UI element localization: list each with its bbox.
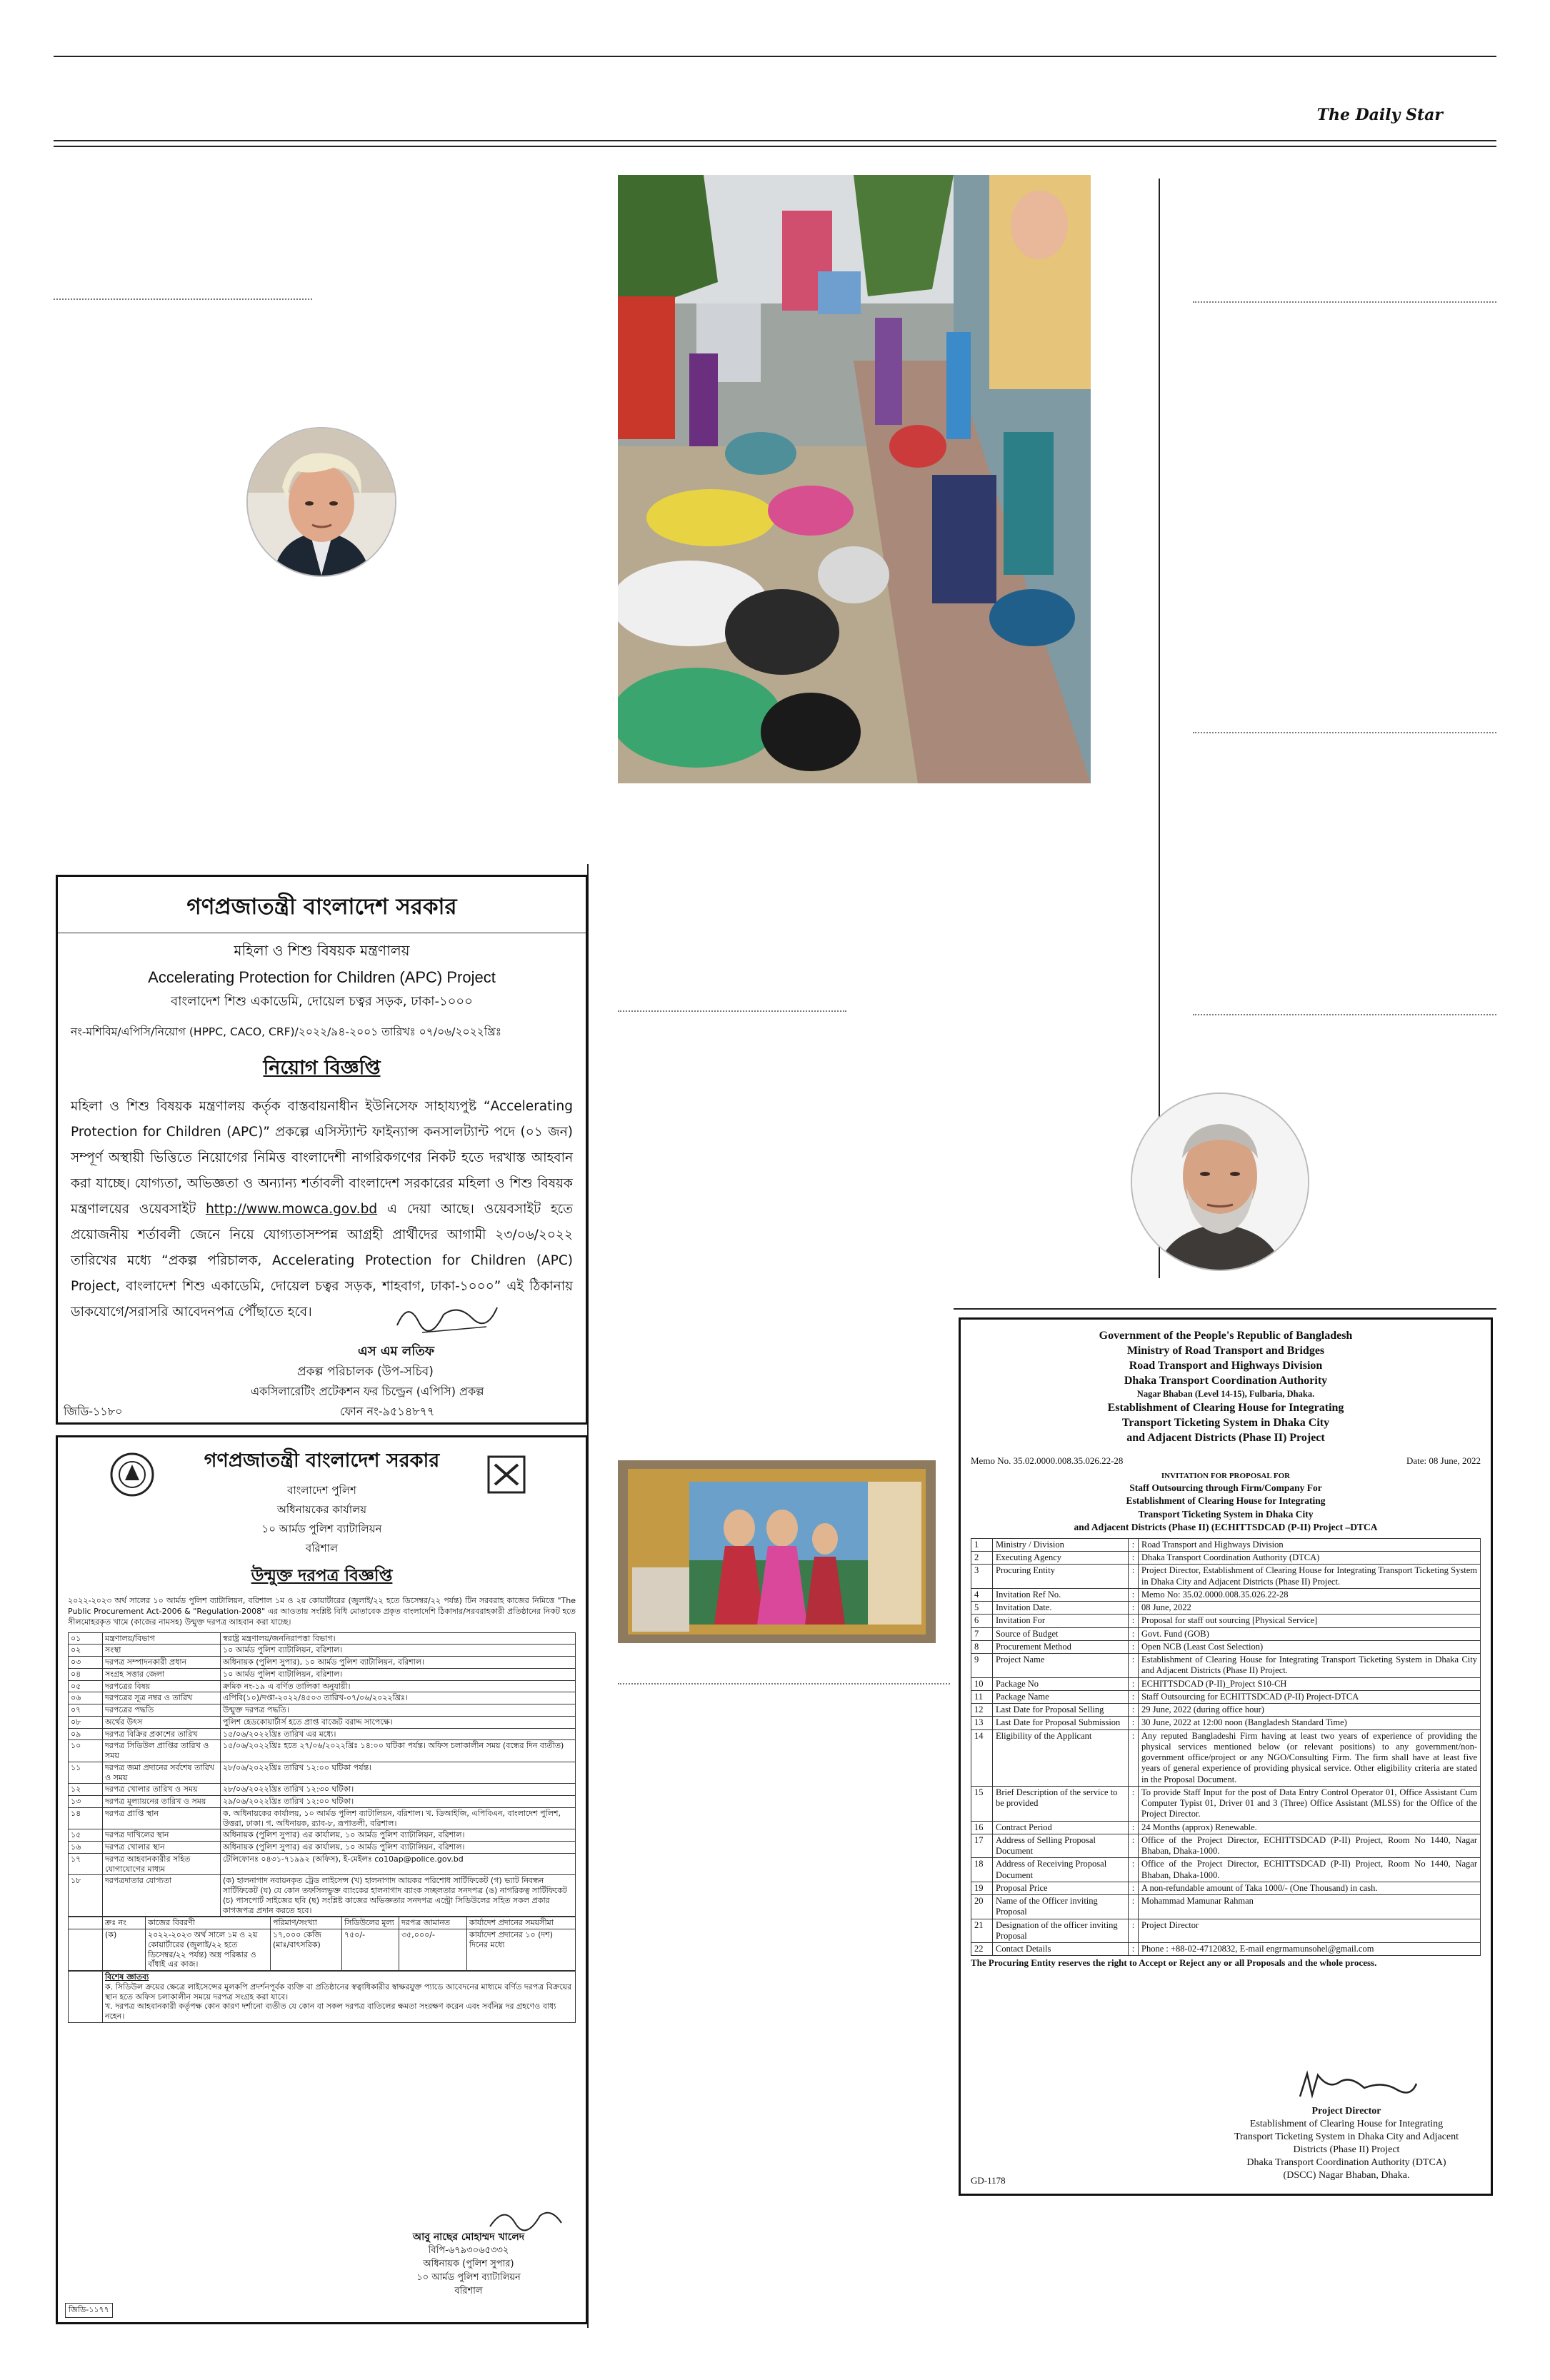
table-cell: ০৪ [69, 1668, 103, 1680]
note-item: ক. সিডিউল ক্রয়ের ক্ষেত্রে লাইসেন্সের মূলকপি প্রদর্শনপূর্বক ব্যক্তি বা প্রতিষ্ঠানের স্বত্বাধিকারীর স্বাক্ষরযুক্ত প্যাডে আবেদনের মাধ্যমে বর্ণিত দরপত্র বিক্রয়ের স্থান হতে অফিস চলাকালীন সময়ে দরপত্র সংগ্রহ করা যাবে। [105, 1982, 572, 2002]
ad-org-line: বরিশাল [305, 1542, 339, 1555]
table-row [971, 1565, 1481, 1589]
masthead: The Daily Star [1316, 106, 1443, 124]
table-cell: ১০ আর্মড পুলিশ ব্যাটালিয়ন, বরিশাল। [221, 1668, 576, 1680]
ad-date: Date: 08 June, 2022 [1406, 1455, 1481, 1467]
ad-project-name: Accelerating Protection for Children (APC) Project [148, 968, 496, 986]
table-cell: 4 [971, 1588, 993, 1601]
table-row [971, 1895, 1481, 1919]
table-cell: 6 [971, 1615, 993, 1627]
table-cell: Road Transport and Highways Division [1139, 1538, 1481, 1551]
dotted-separator [1193, 732, 1496, 733]
tender-items-table [68, 1917, 576, 1971]
table-cell: 08 June, 2022 [1139, 1602, 1481, 1615]
table-row [69, 1807, 576, 1829]
table-cell: Last Date for Proposal Submission [993, 1717, 1129, 1729]
table-cell: : [1129, 1858, 1139, 1882]
table-cell: Project Director, Establishment of Clearing House for Integrating Transport Ticketing System in Dhaka City and Adjacent Districts (Phase II) Project. [1139, 1565, 1481, 1589]
table-row [971, 1588, 1481, 1601]
table-cell: : [1129, 1821, 1139, 1834]
table-header: পরিমাণ/সংখ্যা [271, 1917, 342, 1929]
table-cell: দরপত্র বিক্রির প্রকাশের তারিখ [103, 1728, 221, 1740]
table-cell: 7 [971, 1627, 993, 1640]
table-cell: ১৪ [69, 1807, 103, 1829]
table-cell: দরপত্র সিডিউল প্রাপ্তির তারিখ ও সময় [103, 1740, 221, 1762]
table-cell: স্বরাষ্ট্র মন্ত্রণালয়/জননিরাপত্তা বিভাগ। [221, 1632, 576, 1645]
table-row [69, 1657, 576, 1669]
table-cell: ০৫ [69, 1680, 103, 1692]
table-cell: Govt. Fund (GOB) [1139, 1627, 1481, 1640]
table-header: কাজের বিবরণী [146, 1917, 271, 1929]
table-header: দরপত্র জামানত [399, 1917, 467, 1929]
table-row [69, 1716, 576, 1728]
table-row [971, 1627, 1481, 1640]
table-cell: 21 [971, 1919, 993, 1943]
table-cell: দরপত্র জমা প্রদানের সর্বশেষ তারিখ ও সময় [103, 1762, 221, 1784]
table-cell: 5 [971, 1602, 993, 1615]
table-cell: Invitation Date. [993, 1602, 1129, 1615]
ad-signatory-org: Establishment of Clearing House for Integrating [1249, 2118, 1444, 2129]
table-cell: ১২ [69, 1784, 103, 1796]
table-cell: Office of the Project Director, ECHITTSDCAD (P-II) Project, Room No 1440, Nagar Bhaban, Dhaka-1000. [1139, 1858, 1481, 1882]
table-row [971, 1677, 1481, 1690]
table-row [69, 1645, 576, 1657]
table-cell: ১১ [69, 1762, 103, 1784]
ad-intro: ২০২২-২০২৩ অর্থ সালের ১০ আর্মড পুলিশ ব্যাটালিয়ন, বরিশাল ১ম ও ২য় কোয়ার্টারের (জুলাই/২২ হতে ডিসেম্বর/২২ পর্যন্ত) টিন সরবরাহ কাজের নিমিত্তে "The Public Procurement Act-2006 & "Regulation-2008" এর আওতায় সংশ্লিষ্ট বিধি মোতাবেক প্রকৃত বাংলাদেশি ঠিকাদার/সরবরাহকারী প্রতিষ্ঠানের নিকট হতে সীলমোহরকৃত খামে (কাজের নামসহ) উন্মুক্ত দরপত্র আহবান করা যাচ্ছে। [68, 1596, 576, 1627]
table-row [69, 1842, 576, 1854]
table-row [971, 1821, 1481, 1834]
note-item: খ. দরপত্র আহবানকারী কর্তৃপক্ষ কোন কারণ দর্শানো ব্যতীত যে কোন বা সকল দরপত্র বাতিলের ক্ষমতা সংরক্ষণ করেন এবং সর্বনিম্ন দর গ্রহণেও বাধ্য নহেন। [105, 2002, 556, 2022]
table-cell [69, 1972, 103, 2023]
table-row [971, 1690, 1481, 1703]
table-cell: : [1129, 1602, 1139, 1615]
table-cell: : [1129, 1552, 1139, 1565]
table-cell: অর্থের উৎস [103, 1716, 221, 1728]
table-cell: ৭৫০/- [342, 1929, 399, 1971]
table-row [69, 1680, 576, 1692]
table-row [971, 1717, 1481, 1729]
table-row [971, 1943, 1481, 1956]
table-cell: : [1129, 1640, 1139, 1653]
table-cell: এপিবি(১০)/দপ্তা-২০২২/৪৫০৩ তারিখ-০৭/০৬/২০২২খ্রিঃ। [221, 1692, 576, 1704]
ad-gd-number: জিডি-১১৮০ [64, 1405, 123, 1418]
table-cell: (ক) [103, 1929, 146, 1971]
ad-memo: নং-মশিবিম/এপিসি/নিয়োগ (HPPC, CACO, CRF)/২০২২/৯৪-২০০১ তারিখঃ ০৭/০৬/২০২২খ্রিঃ [71, 1025, 501, 1038]
table-cell [69, 1929, 103, 1971]
table-row [971, 1858, 1481, 1882]
table-cell: ১০ [69, 1740, 103, 1762]
table-cell: দরপত্র মূল্যায়নের তারিখ ও সময় [103, 1796, 221, 1808]
table-cell: 10 [971, 1677, 993, 1690]
table-cell [103, 1972, 576, 2023]
ad-signatory-name: এস এম লতিফ [358, 1344, 435, 1359]
table-cell: Eligibility of the Applicant [993, 1729, 1129, 1786]
table-cell: ক. অধিনায়কের কার্যালয়, ১০ আর্মড পুলিশ ব্যাটালিয়ন, বরিশাল। খ. ডিআইজি, এপিবিএন, বাংলাদেশ পুলিশ, উত্তরা, ঢাকা। গ. অধিনায়ক, র‍্যাব-৮, রূপাতলী, বরিশাল। [221, 1807, 576, 1829]
table-cell: Package Name [993, 1690, 1129, 1703]
recruitment-notice-ad [56, 875, 588, 1425]
street-photo [618, 175, 1091, 783]
ad-heading-line: Dhaka Transport Coordination Authority [1124, 1375, 1328, 1387]
table-cell: অধিনায়ক (পুলিশ সুপার) এর কার্যালয়, ১০ আর্মড পুলিশ ব্যাটালিয়ন, বরিশাল। [221, 1829, 576, 1842]
table-cell: : [1129, 1882, 1139, 1894]
table-cell: 16 [971, 1821, 993, 1834]
framed-family-photo [618, 1460, 936, 1643]
table-cell: টেলিফোনঃ ০৪৩১-৭১৯৯২ (অফিস), ই-মেইলঃ co10ap@police.gov.bd [221, 1853, 576, 1875]
table-row [971, 1602, 1481, 1615]
table-cell: Office of the Project Director, ECHITTSDCAD (P-II) Project, Room No 1440, Nagar Bhaban, Dhaka-1000. [1139, 1834, 1481, 1858]
ad-org-line: ১০ আর্মড পুলিশ ব্যাটালিয়ন [261, 1522, 382, 1535]
table-cell: দরপত্র সম্পাদনকারী প্রধান [103, 1657, 221, 1669]
table-row [69, 1692, 576, 1704]
table-row [971, 1538, 1481, 1551]
dotted-separator [54, 298, 312, 300]
table-cell: 8 [971, 1640, 993, 1653]
table-cell: সংগ্রহ সত্তার জেলা [103, 1668, 221, 1680]
table-cell: ১৩ [69, 1796, 103, 1808]
ad-title: নিয়োগ বিজ্ঞপ্তি [263, 1057, 381, 1079]
table-row [69, 1728, 576, 1740]
table-cell: Staff Outsourcing for ECHITTSDCAD (P-II) Project-DTCA [1139, 1690, 1481, 1703]
table-cell: ১০ আর্মড পুলিশ ব্যাটালিয়ন, বরিশাল। [221, 1645, 576, 1657]
table-row [971, 1834, 1481, 1858]
ad-heading-line: and Adjacent Districts (Phase II) Project [1126, 1432, 1325, 1445]
table-cell: ECHITTSDCAD (P-II)_Project S10-CH [1139, 1677, 1481, 1690]
top-rule [54, 56, 1496, 57]
table-row [971, 1919, 1481, 1943]
table-cell: Procuring Entity [993, 1565, 1129, 1589]
table-row [971, 1654, 1481, 1678]
ad-heading-line: Government of the People's Republic of Bangladesh [1099, 1330, 1353, 1342]
table-row [69, 1829, 576, 1842]
table-row [971, 1786, 1481, 1821]
table-cell: : [1129, 1729, 1139, 1786]
table-cell: ০১ [69, 1632, 103, 1645]
table-cell: Establishment of Clearing House for Integrating Transport Ticketing System in Dhaka City and Adjacent Districts (Phase II) Project. [1139, 1654, 1481, 1678]
ad-signatory-block [1204, 2105, 1489, 2181]
ad3-top-rule [954, 1308, 1496, 1310]
table-cell: ০৩ [69, 1657, 103, 1669]
ad-org-line: অধিনায়কের কার্যালয় [276, 1503, 367, 1516]
ad-signatory-org: Districts (Phase II) Project [1293, 2144, 1400, 2155]
table-cell: Memo No: 35.02.0000.008.35.026.22-28 [1139, 1588, 1481, 1601]
portrait-photo [1131, 1093, 1309, 1271]
table-cell: দরপত্রের সূত্র নম্বর ও তারিখ [103, 1692, 221, 1704]
table-row [69, 1668, 576, 1680]
table-cell: দরপত্র দাখিলের স্থান [103, 1829, 221, 1842]
table-cell: দরপত্রের পদ্ধতি [103, 1704, 221, 1717]
table-cell: 3 [971, 1565, 993, 1589]
ad-gd-number: GD-1178 [971, 2175, 1006, 2186]
ad-heading-line: Nagar Bhaban (Level 14-15), Fulbaria, Dhaka. [1136, 1389, 1315, 1400]
table-cell: দরপত্র খোলার তারিখ ও সময় [103, 1784, 221, 1796]
invitation-line: Establishment of Clearing House for Integrating [1126, 1495, 1326, 1507]
table-cell: 29 June, 2022 (during office hour) [1139, 1704, 1481, 1717]
table-header: ক্রঃ নং [103, 1917, 146, 1929]
invitation-line: and Adjacent Districts (Phase II) (ECHITTSDCAD (P-II) Project –DTCA [1074, 1521, 1378, 1532]
table-cell: 22 [971, 1943, 993, 1956]
table-cell: 17 [971, 1834, 993, 1858]
ad-gd-number: জিডি-১১৭৭ [65, 2303, 113, 2318]
ad-signatory-org: (DSCC) Nagar Bhaban, Dhaka. [1283, 2169, 1410, 2181]
table-cell: Project Director [1139, 1919, 1481, 1943]
table-cell: Address of Receiving Proposal Document [993, 1858, 1129, 1882]
table-cell: Name of the Officer inviting Proposal [993, 1895, 1129, 1919]
table-row [69, 1704, 576, 1717]
ad-signatory-title: Project Director [1311, 2106, 1381, 2117]
table-cell: Address of Selling Proposal Document [993, 1834, 1129, 1858]
table-cell: ২০২২-২০২৩ অর্থ সালে ১ম ও ২য় কোয়ার্টারের (জুলাই/২২ হতে ডিসেম্বর/২২ পর্যন্ত) অস্ত্র পরিষ্কার ও বাঁধাই এর কাজ। [146, 1929, 271, 1971]
table-cell: A non-refundable amount of Taka 1000/- (One Thousand) in cash. [1139, 1882, 1481, 1894]
ad-signatory-name: আবু নাছের মোহাম্মদ খালেদ [412, 2231, 525, 2243]
table-cell: 12 [971, 1704, 993, 1717]
table-row [971, 1882, 1481, 1894]
table-cell: : [1129, 1538, 1139, 1551]
table-cell: Any reputed Bangladeshi Firm having at least two years of experience of providing the physical services mentioned below (or relevant positions) to any government/non-government office/project or any NGO/Consulting Firm. The firm shall have at least five years of general experience of providing physical service. Other eligibility criteria are stated in the Proposal Document. [1139, 1729, 1481, 1786]
table-cell: : [1129, 1717, 1139, 1729]
table-cell: 1 [971, 1538, 993, 1551]
invitation-line: Transport Ticketing System in Dhaka City [1138, 1508, 1314, 1520]
table-cell: পুলিশ হেডকোয়ার্টার্স হতে প্রাপ্ত বাজেট বরাদ্দ সাপেক্ষে। [221, 1716, 576, 1728]
table-cell: ২৯/০৬/২০২২খ্রিঃ তারিখ ১২:০০ ঘটিকা। [221, 1796, 576, 1808]
tender-info-table [68, 1632, 576, 1917]
table-cell: ০৬ [69, 1692, 103, 1704]
table-row [971, 1552, 1481, 1565]
table-row [69, 1853, 576, 1875]
dotted-separator [618, 1010, 846, 1012]
table-row [971, 1640, 1481, 1653]
ad-body-text: এ দেয়া আছে। ওয়েবসাইট হতে প্রয়োজনীয় শর্তাবলী জেনে নিয়ে যোগ্যতাসম্পন্ন আগ্রহী প্রার্থীদের আগামী ২৩/০৬/২০২২ তারিখের মধ্যে “প্রকল্প পরিচালক, Accelerating Protection for Children (APC) Project, বাংলাদেশ শিশু একাডেমি, দোয়েল চত্বর সড়ক, শাহবাগ, ঢাকা-১০০০” এই ঠিকানায় ডাকযোগে/সরাসরি আবেদনপত্র পৌঁছাতে হবে। [71, 1202, 573, 1320]
table-cell: দরপত্রদাতার যোগ্যতা [103, 1875, 221, 1917]
table-cell: 30 June, 2022 at 12:00 noon (Bangladesh Standard Time) [1139, 1717, 1481, 1729]
header-rule-2 [54, 146, 1496, 147]
table-cell: 15 [971, 1786, 993, 1821]
ad-government-heading: গণপ্রজাতন্ত্রী বাংলাদেশ সরকার [204, 1450, 440, 1472]
ad-heading-block [971, 1328, 1481, 1445]
table-cell: Contract Period [993, 1821, 1129, 1834]
table-cell: Proposal Price [993, 1882, 1129, 1894]
proposal-invitation-ad [959, 1317, 1493, 2196]
ad-body [71, 1094, 573, 1325]
table-cell: Invitation For [993, 1615, 1129, 1627]
table-cell: : [1129, 1565, 1139, 1589]
dotted-separator [618, 1683, 950, 1684]
table-cell: 2 [971, 1552, 993, 1565]
ad-phone: ফোন নং-৯৫১৪৮৭৭ [340, 1405, 435, 1418]
table-row [69, 1796, 576, 1808]
table-cell: ক্রমিক নং-১৯ এ বর্ণিত তালিকা অনুযায়ী। [221, 1680, 576, 1692]
table-cell: : [1129, 1627, 1139, 1640]
table-cell: : [1129, 1615, 1139, 1627]
table-cell: ০৭ [69, 1704, 103, 1717]
tender-notes-table [68, 1971, 576, 2023]
table-cell: অধিনায়ক (পুলিশ সুপার), ১০ আর্মড পুলিশ ব্যাটালিয়ন, বরিশাল। [221, 1657, 576, 1669]
table-cell: Ministry / Division [993, 1538, 1129, 1551]
table-cell: ১৮ [69, 1875, 103, 1917]
table-cell: : [1129, 1895, 1139, 1919]
tender-notice-ad [56, 1435, 588, 2324]
table-cell: 14 [971, 1729, 993, 1786]
battalion-badge-icon [486, 1455, 526, 1497]
table-cell: ১৬ [69, 1842, 103, 1854]
ad-signatory-id: বিপি-৬৭৯৩০৬৫৩৩২ [428, 2245, 509, 2256]
table-cell: Proposal for staff out sourcing [Physical Service] [1139, 1615, 1481, 1627]
invitation-line: Staff Outsourcing through Firm/Company For [1129, 1482, 1322, 1494]
ad-signatory-org: ১০ আর্মড পুলিশ ব্যাটালিয়ন [416, 2271, 521, 2283]
table-cell: To provide Staff Input for the post of Data Entry Control Operator 01, Office Assistant Cum Computer Typist 01, Driver 01 and 3 (Three) Office Assistant (MLSS) for the Office of the Project Director. [1139, 1786, 1481, 1821]
table-cell: দরপত্র খোলার স্থান [103, 1842, 221, 1854]
table-cell: ১৭ [69, 1853, 103, 1875]
ad-signatory-title: অধিনায়ক (পুলিশ সুপার) [423, 2259, 514, 2270]
table-cell: ১৭,০০০ কেজি (মাঃ/বাৎসরিক) [271, 1929, 342, 1971]
table-cell: 20 [971, 1895, 993, 1919]
table-cell: Project Name [993, 1654, 1129, 1678]
proposal-info-table [971, 1538, 1481, 1957]
table-cell: 11 [971, 1690, 993, 1703]
signature-scribble [394, 1297, 501, 1342]
table-cell: 24 Months (approx) Renewable. [1139, 1821, 1481, 1834]
table-cell: 18 [971, 1858, 993, 1882]
table-cell: Source of Budget [993, 1627, 1129, 1640]
table-row [69, 1784, 576, 1796]
table-cell: : [1129, 1690, 1139, 1703]
table-cell: দরপত্রের বিষয় [103, 1680, 221, 1692]
header-rule-1 [54, 140, 1496, 141]
ad-footer-note: The Procuring Entity reserves the right to Accept or Reject any or all Proposals and the whole process. [971, 1957, 1377, 1969]
table-row [69, 1875, 576, 1917]
ad-signatory-place: বরিশাল [454, 2285, 483, 2296]
table-cell: Open NCB (Least Cost Selection) [1139, 1640, 1481, 1653]
table-cell: ১৫/০৬/২০২২খ্রিঃ হতে ২৭/০৬/২০২২খ্রিঃ ১৪:০০ ঘটিকা পর্যন্ত। অফিস চলাকালীন সময় (বন্ধের দিন ব্যতীত) [221, 1740, 576, 1762]
ad-ministry: মহিলা ও শিশু বিষয়ক মন্ত্রণালয় [234, 942, 410, 959]
table-cell: Executing Agency [993, 1552, 1129, 1565]
ad-signatory-title: প্রকল্প পরিচালক (উপ-সচিব) [297, 1365, 434, 1379]
dotted-separator [1193, 1014, 1496, 1015]
table-cell: সংস্থা [103, 1645, 221, 1657]
table-cell: Procurement Method [993, 1640, 1129, 1653]
right-column-rule [1159, 179, 1160, 1278]
portrait-photo [246, 427, 396, 577]
table-cell: Contact Details [993, 1943, 1129, 1956]
table-cell: Dhaka Transport Coordination Authority (DTCA) [1139, 1552, 1481, 1565]
table-cell: ০৮ [69, 1716, 103, 1728]
ad-title: উন্মুক্ত দরপত্র বিজ্ঞপ্তি [251, 1567, 393, 1585]
table-cell: ০৯ [69, 1728, 103, 1740]
ad-heading-line: Ministry of Road Transport and Bridges [1126, 1345, 1325, 1357]
ad-government-heading: গণপ্রজাতন্ত্রী বাংলাদেশ সরকার [186, 894, 457, 920]
table-cell: : [1129, 1943, 1139, 1956]
table-cell: : [1129, 1588, 1139, 1601]
table-cell: দরপত্র প্রাপ্তি স্থান [103, 1807, 221, 1829]
notes-title: বিশেষ জ্ঞাতব্য [105, 1972, 149, 1982]
invitation-line: INVITATION FOR PROPOSAL FOR [1161, 1472, 1291, 1481]
ad-website-link[interactable]: http://www.mowca.gov.bd [206, 1202, 378, 1217]
table-cell: : [1129, 1654, 1139, 1678]
ad-heading-line: Establishment of Clearing House for Integrating [1107, 1401, 1344, 1414]
table-row [971, 1704, 1481, 1717]
table-cell: : [1129, 1704, 1139, 1717]
ad-memo: Memo No. 35.02.0000.008.35.026.22-28 [971, 1455, 1124, 1467]
table-header: সিডিউলের মূল্য [342, 1917, 399, 1929]
table-row [69, 1762, 576, 1784]
table-cell: অধিনায়ক (পুলিশ সুপার) এর কার্যালয়, ১০ আর্মড পুলিশ ব্যাটালিয়ন, বরিশাল। [221, 1842, 576, 1854]
ad-heading-line: Road Transport and Highways Division [1129, 1360, 1323, 1372]
table-cell: Invitation Ref No. [993, 1588, 1129, 1601]
table-cell: Mohammad Mamunar Rahman [1139, 1895, 1481, 1919]
table-cell: ২৮/০৬/২০২২খ্রিঃ তারিখ ১২:০০ ঘটিকা পর্যন্ত। [221, 1762, 576, 1784]
table-cell: ২৮/০৬/২০২২খ্রিঃ তারিখ ১২:৩০ ঘটিকা। [221, 1784, 576, 1796]
table-row [971, 1729, 1481, 1786]
ad-heading-line: Transport Ticketing System in Dhaka City [1121, 1417, 1330, 1430]
table-row [971, 1615, 1481, 1627]
table-cell: দরপত্র আহবানকারীর সহিত যোগাযোগের মাধ্যম [103, 1853, 221, 1875]
table-header: কার্যাদেশ প্রদানের সময়সীমা [467, 1917, 576, 1929]
ad-org-line: বাংলাদেশ পুলিশ [287, 1484, 356, 1497]
table-row [69, 1740, 576, 1762]
table-row [69, 1632, 576, 1645]
invitation-heading [971, 1471, 1481, 1534]
ad-signatory-block [358, 2230, 579, 2299]
ad-address: বাংলাদেশ শিশু একাডেমি, দোয়েল চত্বর সড়ক, ঢাকা-১০০০ [171, 994, 473, 1009]
table-cell: : [1129, 1677, 1139, 1690]
table-cell: ০২ [69, 1645, 103, 1657]
table-cell: 9 [971, 1654, 993, 1678]
table-cell: Brief Description of the service to be provided [993, 1786, 1129, 1821]
table-cell: Last Date for Proposal Selling [993, 1704, 1129, 1717]
table-cell: (ক) হালনাগাদ নবায়নকৃত ট্রেড লাইসেন্স (খ) হালনাগাদ আয়কর পরিশোধ সার্টিফিকেট (গ) ভ্যাট নিবন্ধন সার্টিফিকেট (ঘ) যে কোন তফসিলভুক্ত ব্যাংকের হালনাগাদ ব্যাংক সচ্ছলতার সনদপত্র (ঙ) নাগরিকত্ব সার্টিফিকেট (চ) পাসপোর্ট সাইজের ছবি (ছ) সংশ্লিষ্ট কাজের অভিজ্ঞতার সনদপত্র এন্ট্রো সিডিউলের সহিত সকল প্রকার কাগজপত্র প্রদান করতে হবে। [221, 1875, 576, 1917]
table-cell: : [1129, 1786, 1139, 1821]
ad-signatory-org: Transport Ticketing System in Dhaka City and Adjacent [1234, 2131, 1459, 2142]
table-cell: ৩৫,০০০/- [399, 1929, 467, 1971]
ad-signatory-org: Dhaka Transport Coordination Authority (DTCA) [1246, 2156, 1446, 2168]
table-cell: Package No [993, 1677, 1129, 1690]
ad-body-text: মহিলা ও শিশু বিষয়ক মন্ত্রণালয় কর্তৃক বাস্তবায়নাধীন ইউনিসেফ সাহায্যপুষ্ট “Accelerating Protection for Children (APC)” প্রকল্পে এসিস্ট্যান্ট ফাইন্যান্স কনসালট্যান্ট পদে (০১ জন) সম্পূর্ণ অস্থায়ী ভিত্তিতে নিয়োগের নিমিত্ত বাংলাদেশী নাগরিকগণের নিকট হতে দরখাস্ত আহবান করা যাচ্ছে। যোগ্যতা, অভিজ্ঞতা ও অন্যান্য শর্তাবলী বাংলাদেশ সরকারের মহিলা ও শিশু বিষয়ক মন্ত্রণালয়ের ওয়েবসাইট [71, 1099, 573, 1217]
table-cell: Designation of the officer inviting Proposal [993, 1919, 1129, 1943]
ad-signatory-org: একসিলারেটিং প্রটেকশন ফর চিল্ড্রেন (এপিসি) প্রকল্প [251, 1385, 484, 1398]
table-cell: উন্মুক্ত দরপত্র পদ্ধতি। [221, 1704, 576, 1717]
table-cell: 13 [971, 1717, 993, 1729]
table-cell: ১৫/০৬/২০২২খ্রিঃ তারিখ এর মধ্যে। [221, 1728, 576, 1740]
table-cell: কার্যাদেশ প্রদানের ১০ (দশ) দিনের মধ্যে [467, 1929, 576, 1971]
table-cell: মন্ত্রণালয়/বিভাগ [103, 1632, 221, 1645]
table-cell: Phone : +88-02-47120832, E-mail engrmamunsohel@gmail.com [1139, 1943, 1481, 1956]
dotted-separator [1193, 301, 1496, 303]
police-emblem-icon [109, 1452, 155, 1500]
table-cell: : [1129, 1834, 1139, 1858]
table-cell: ১৫ [69, 1829, 103, 1842]
table-cell: : [1129, 1919, 1139, 1943]
table-cell: 19 [971, 1882, 993, 1894]
